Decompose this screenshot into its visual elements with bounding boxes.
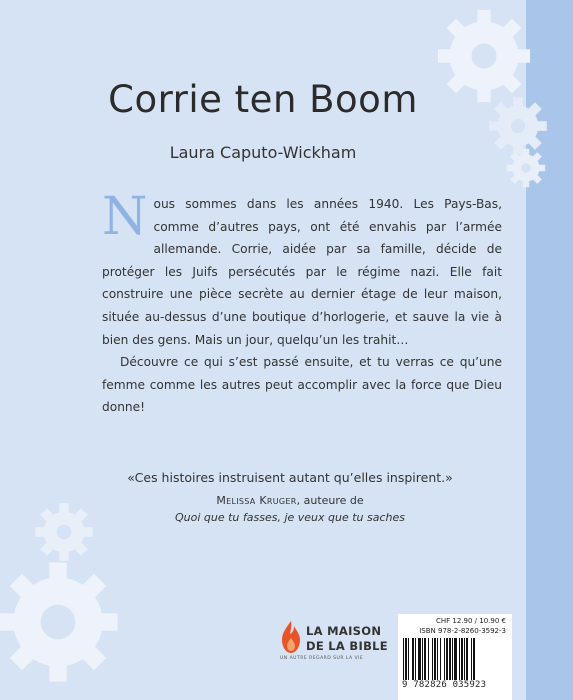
endorsement-quote: «Ces histoires instruisent autant qu’elles inspirent.» bbox=[127, 470, 453, 485]
barcode bbox=[403, 638, 507, 680]
blurb-paragraph bbox=[102, 187, 502, 351]
endorser-role: , auteure de bbox=[296, 494, 364, 507]
drop-cap: N bbox=[102, 187, 148, 247]
endorser-name: Melissa Kruger bbox=[216, 494, 297, 507]
barcode-digits: 9 782826 035923 bbox=[402, 680, 487, 690]
blurb bbox=[102, 187, 502, 419]
publisher-name-line2: DE LA BIBLE bbox=[306, 639, 388, 653]
barcode-panel bbox=[398, 614, 512, 700]
endorser-book: Quoi que tu fasses, je veux que tu saches bbox=[174, 511, 406, 524]
publisher-tagline: UN AUTRE REGARD SUR LA VIE bbox=[280, 656, 364, 661]
book-title: Corrie ten Boom bbox=[108, 78, 418, 121]
endorsement-attribution bbox=[80, 492, 500, 526]
gear-icon bbox=[0, 560, 120, 684]
blurb-paragraph: Découvre ce qui s’est passé ensuite, et tu verras ce qu’une femme comme les autres peut accomplir avec la force que Dieu donne! bbox=[102, 355, 502, 415]
blurb-paragraph-text: ous sommes dans les années 1940. Les Pays-Bas, comme d’autres pays, ont été envahis par l’armée allemande. Corrie, aidée par sa famille, décide de protéger les Juifs persécutés par le régime nazi. Elle fait construire une pièce secrète au dernier étage de leur maison, située au-dessus d’une boutique d’horlogerie, et sauve la vie à bien des gens. Mais un jour, quelqu’un les trahit… bbox=[102, 197, 502, 347]
book-author: Laura Caputo-Wickham bbox=[169, 143, 357, 162]
publisher-name-line1: LA MAISON bbox=[306, 624, 382, 638]
flame-icon bbox=[280, 620, 302, 658]
isbn-label: ISBN 978-2-8260-3592-3 bbox=[419, 627, 506, 635]
publisher-logo bbox=[280, 620, 390, 664]
price-label: CHF 12.90 / 10.90 € bbox=[436, 617, 506, 625]
